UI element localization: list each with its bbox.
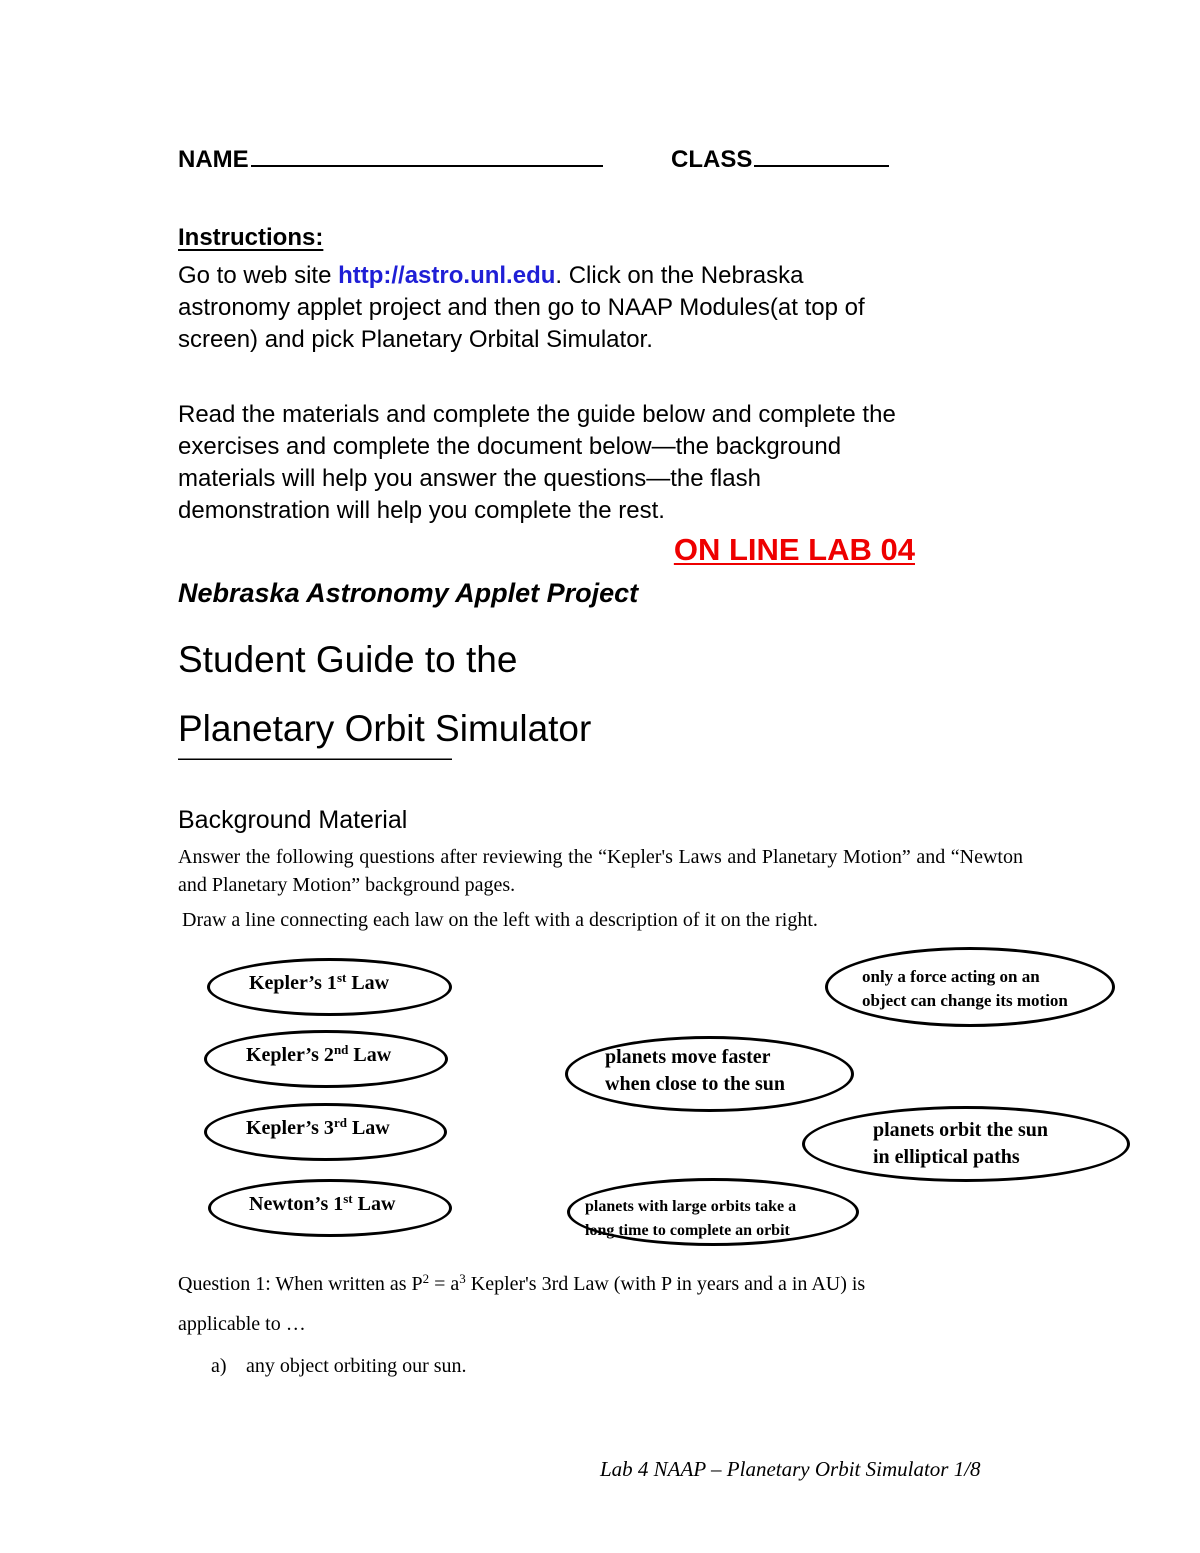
- separator-line: —————————————: [178, 745, 451, 770]
- guide-title-line-1: Student Guide to the: [178, 639, 518, 680]
- instructions-para2-line-1: Read the materials and complete the guide below and complete the: [178, 401, 896, 428]
- page-footer: Lab 4 NAAP – Planetary Orbit Simulator 1/8: [600, 1457, 981, 1481]
- lab-title-text: ON LINE LAB 04: [673, 532, 915, 567]
- draw-instruction: Draw a line connecting each law on the left with a description of it on the right.: [182, 909, 818, 931]
- name-field: [178, 146, 603, 174]
- class-field: [671, 146, 889, 174]
- lab-title: [0, 532, 915, 568]
- elliptical-description-text: planets orbit the sun in elliptical paths: [873, 1119, 1049, 1168]
- force-description-text: only a force acting on an object can change its motion: [862, 967, 1068, 1010]
- name-blank[interactable]: [251, 164, 603, 167]
- instructions-line-1: [178, 260, 804, 292]
- faster-description-text: planets move faster when close to the sun: [605, 1046, 786, 1095]
- name-label: NAME: [178, 146, 249, 173]
- astro-link[interactable]: http://astro.unl.edu: [338, 262, 556, 289]
- instructions-heading: Instructions:: [178, 224, 324, 251]
- class-label: CLASS: [671, 146, 753, 173]
- project-title: Nebraska Astronomy Applet Project: [178, 578, 639, 608]
- option-a-label[interactable]: a): [211, 1355, 227, 1377]
- kepler-3rd-law-label: Kepler’s 3rd Law: [246, 1114, 390, 1139]
- question-1-continuation: applicable to …: [178, 1313, 306, 1335]
- kepler-1st-law-label: Kepler’s 1st Law: [249, 969, 390, 994]
- kepler-2nd-law-label: Kepler’s 2nd Law: [246, 1041, 392, 1066]
- instructions-line-2: astronomy applet project and then go to NAAP Modules(at top of: [178, 294, 865, 321]
- instructions-para2-line-2: exercises and complete the document below—the background: [178, 433, 842, 460]
- large-orbits-description-text: planets with large orbits take a long time to complete an orbit: [585, 1198, 797, 1239]
- instructions-para2-line-4: demonstration will help you complete the rest.: [178, 497, 665, 524]
- instructions-para2-line-3: materials will help you answer the questions—the flash: [178, 465, 761, 492]
- background-intro: Answer the following questions after reviewing the “Kepler's Laws and Planetary Motion” and “Newton and Planetary Motion” background pages.: [178, 846, 1023, 896]
- class-blank[interactable]: [754, 164, 889, 167]
- instructions-text: . Click on the Nebraska: [555, 262, 804, 289]
- instructions-line-3: screen) and pick Planetary Orbital Simulator.: [178, 326, 653, 353]
- option-a-text[interactable]: any object orbiting our sun.: [246, 1355, 467, 1377]
- newton-1st-law-label: Newton’s 1st Law: [249, 1190, 396, 1215]
- instructions-text: Go to web site: [178, 262, 339, 289]
- question-1-text: Question 1: When written as $P^2 = a^3$ Kepler's 3rd Law (with P in years and a in AU) is: [178, 1270, 866, 1295]
- guide-title-line-2: Planetary Orbit Simulator: [178, 708, 592, 749]
- background-heading: Background Material: [178, 806, 408, 834]
